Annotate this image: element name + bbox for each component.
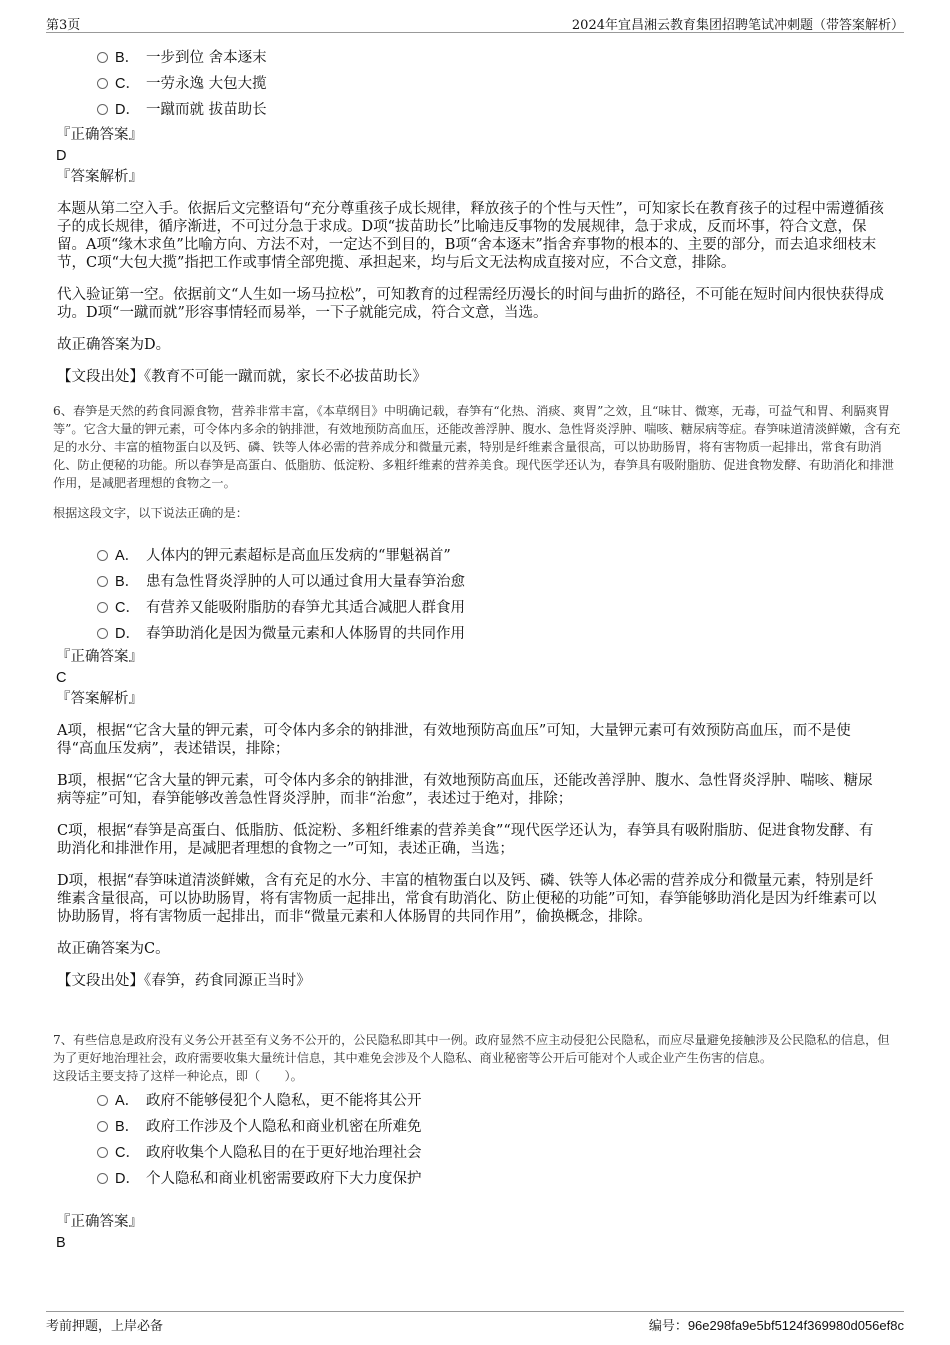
page-footer: [46, 1311, 904, 1332]
question-5: [0, 44, 950, 400]
q6-analysis: [57, 722, 887, 990]
q5-option-c[interactable]: C． 一劳永逸 大包大揽: [0, 70, 950, 96]
radio-icon[interactable]: [97, 52, 108, 63]
q5-analysis-label: 『答案解析』: [56, 169, 143, 185]
radio-icon[interactable]: [97, 1147, 108, 1158]
q7-option-d[interactable]: D． 个人隐私和商业机密需要政府下大力度保护: [0, 1165, 950, 1191]
q6-answer: C: [56, 670, 67, 686]
source-citation: 【文段出处】《春笋，药食同源正当时》: [57, 973, 311, 989]
analysis-paragraph: D项，根据“春笋味道清淡鲜嫩，含有充足的水分、丰富的植物蛋白以及钙、磷、铁等人体必需的营养成分和微量元素，特别是纤维素含量很高，可以协助肠胃，将有害物质一起排出，常食有助消化、防止便秘的功能”可知，春笋能够助消化是因为纤维素可以协助肠胃，将有害物质一起排出，而非“微量元素和人体肠胃的共同作用”，偷换概念，排除。: [57, 873, 877, 925]
q5-answer-label: 『正确答案』: [56, 127, 143, 143]
analysis-paragraph: A项，根据“它含大量的钾元素，可令体内多余的钠排泄，有效地预防高血压”可知，大量钾元素可有效预防高血压，而不是使得“高血压发病”，表述错误，排除；: [57, 723, 851, 757]
q7-answer-label: 『正确答案』: [56, 1214, 143, 1230]
radio-icon[interactable]: [97, 602, 108, 613]
radio-icon[interactable]: [97, 628, 108, 639]
radio-icon[interactable]: [97, 550, 108, 561]
q6-options: [0, 542, 950, 646]
analysis-paragraph: C项，根据“春笋是高蛋白、低脂肪、低淀粉、多粗纤维素的营养美食”“现代医学还认为，春笋具有吸附脂肪、促进食物发酵、有助消化和排泄作用，是减肥者理想的食物之一”可知，表述正确，当选；: [57, 823, 874, 857]
radio-icon[interactable]: [97, 1095, 108, 1106]
analysis-paragraph: B项，根据“它含大量的钾元素，可令体内多余的钠排泄，有效地预防高血压，还能改善浮肿、腹水、急性肾炎浮肿、喘咳、糖尿病等症”可知，春笋能够改善急性肾炎浮肿，而非“治愈”，表述过于绝对，排除；: [57, 773, 873, 807]
radio-icon[interactable]: [97, 104, 108, 115]
radio-icon[interactable]: [97, 1121, 108, 1132]
analysis-paragraph: 故正确答案为D。: [57, 337, 171, 353]
q5-option-d[interactable]: D． 一蹴而就 拔苗助长: [0, 96, 950, 122]
q6-option-a[interactable]: A． 人体内的钾元素超标是高血压发病的“罪魁祸首”: [0, 542, 950, 568]
q6-stem: 6、春笋是天然的药食同源食物，营养非常丰富，《本草纲目》中明确记载，春笋有“化热、消痰、爽胃”之效，且“味甘、微寒，无毒，可益气和胃、利膈爽胃等”。它含大量的钾元素，可令体内多余的钠排泄，有效地预防高血压，还能改善浮肿、腹水、急性肾炎浮肿、喘咳、糖尿病等症。春笋味道清淡鲜嫩，含有充足的水分、丰富的植物蛋白以及钙、磷、铁等人体必需的营养成分和微量元素，特别是纤维素含量很高，可以协助肠胃，将有害物质一起排出，常食有助消化、防止便秘的功能。所以春笋是高蛋白、低脂肪、低淀粉、多粗纤维素的营养美食。现代医学还认为，春笋具有吸附脂肪、促进食物发酵、有助消化和排泄作用，是减肥者理想的食物之一。: [53, 404, 901, 490]
source-citation: 【文段出处】《教育不可能一蹴而就，家长不必拔苗助长》: [57, 369, 427, 385]
q7-options: [0, 1087, 950, 1191]
q6-option-b[interactable]: B． 患有急性肾炎浮肿的人可以通过食用大量春笋治愈: [0, 568, 950, 594]
page-header: [46, 12, 904, 33]
q6-answer-label: 『正确答案』: [56, 649, 143, 665]
document-title: 2024年宜昌湘云教育集团招聘笔试冲刺题（带答案解析）: [571, 18, 904, 33]
analysis-paragraph: 故正确答案为C。: [57, 941, 170, 957]
q6-option-c[interactable]: C． 有营养又能吸附脂肪的春笋尤其适合减肥人群食用: [0, 594, 950, 620]
q7-answer: B: [56, 1235, 66, 1251]
q5-answer: D: [56, 148, 67, 164]
q5-option-b[interactable]: B． 一步到位 舍本逐末: [0, 44, 950, 70]
question-7: [0, 1031, 950, 1253]
page-number: 第3页: [46, 18, 81, 33]
q7-option-c[interactable]: C． 政府收集个人隐私目的在于更好地治理社会: [0, 1139, 950, 1165]
q7-prompt: 这段话主要支持了这样一种论点，即（ ）。: [53, 1069, 303, 1083]
q7-option-a[interactable]: A． 政府不能够侵犯个人隐私，更不能将其公开: [0, 1087, 950, 1113]
analysis-paragraph: 代入验证第一空。依据前文“人生如一场马拉松”，可知教育的过程需经历漫长的时间与曲折的路径，不可能在短时间内很快获得成功。D项“一蹴而就”形容事情轻而易举，一下子就能完成，符合文意，当选。: [57, 287, 884, 321]
q5-options: [0, 44, 950, 122]
radio-icon[interactable]: [97, 1173, 108, 1184]
footer-slogan: 考前押题，上岸必备: [46, 1319, 164, 1334]
q6-option-d[interactable]: D． 春笋助消化是因为微量元素和人体肠胃的共同作用: [0, 620, 950, 646]
q7-option-b[interactable]: B． 政府工作涉及个人隐私和商业机密在所难免: [0, 1113, 950, 1139]
q6-prompt: 根据这段文字，以下说法正确的是：: [53, 506, 248, 520]
radio-icon[interactable]: [97, 576, 108, 587]
question-6: [0, 402, 950, 1004]
q6-analysis-label: 『答案解析』: [56, 691, 143, 707]
radio-icon[interactable]: [97, 78, 108, 89]
analysis-paragraph: 本题从第二空入手。依据后文完整语句“充分尊重孩子成长规律，释放孩子的个性与天性”，可知家长在教育孩子的过程中需遵循孩子的成长规律，循序渐进，不可过分急于求成。D项“拔苗助长”比喻违反事物的发展规律，急于求成，反而坏事，符合文意，保留。A项“缘木求鱼”比喻方向、方法不对，一定达不到目的，B项“舍本逐末”指舍弃事物的根本的、主要的部分，而去追求细枝末节，C项“大包大揽”指把工作或事情全部兜揽、承担起来，均与后文无法构成直接对应，不合文意，排除。: [57, 201, 884, 271]
q7-stem: 7、有些信息是政府没有义务公开甚至有义务不公开的，公民隐私即其中一例。政府显然不应主动侵犯公民隐私，而应尽量避免接触涉及公民隐私的信息，但为了更好地治理社会，政府需要收集大量统计信息，其中难免会涉及个人隐私、商业秘密等公开后可能对个人或企业产生伤害的信息。: [53, 1033, 890, 1065]
document-id: 编号：96e298fa9e5bf5124f369980d056ef8c: [648, 1318, 904, 1333]
q5-analysis: [57, 200, 887, 386]
